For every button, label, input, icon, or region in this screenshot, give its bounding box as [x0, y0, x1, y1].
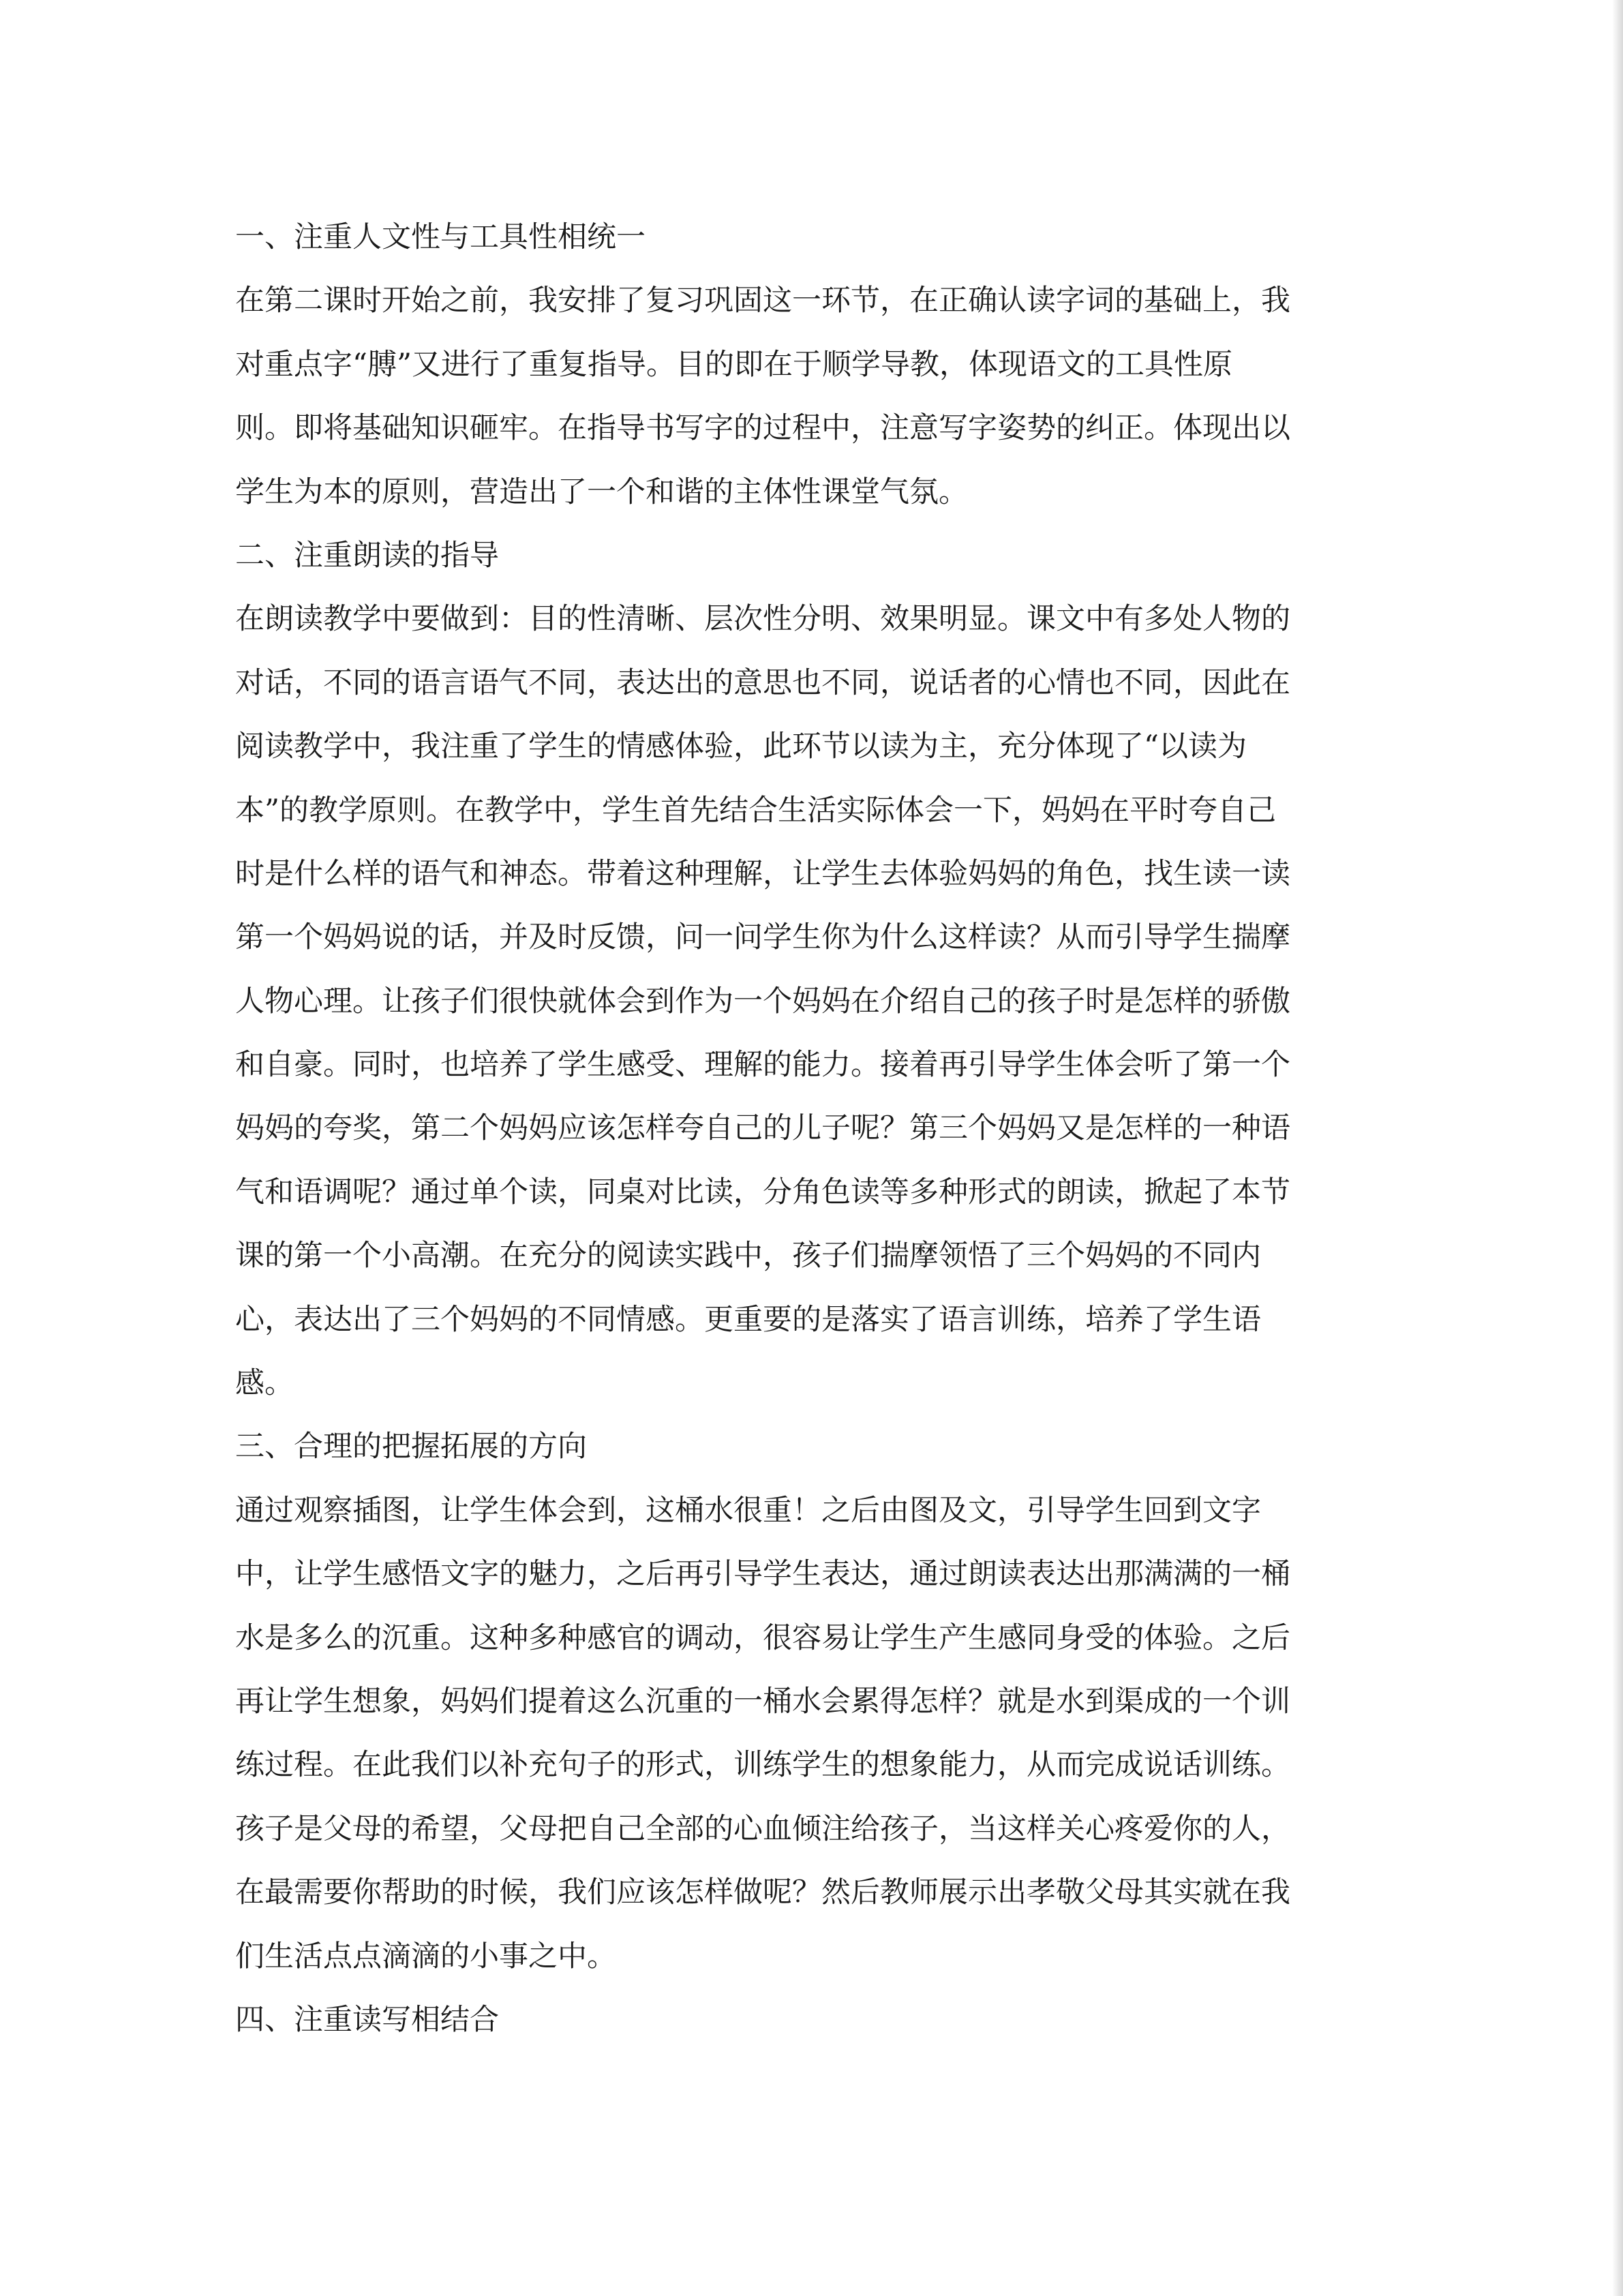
section-heading-1: 一、注重人文性与工具性相统一	[235, 220, 646, 254]
paragraph-line: 气和语调呢？通过单个读，同桌对比读，分角色读等多种形式的朗读，掀起了本节	[235, 1175, 1290, 1209]
paragraph-line: 对话，不同的语言语气不同，表达出的意思也不同，说话者的心情也不同，因此在	[235, 665, 1290, 700]
paragraph-line: 在最需要你帮助的时候，我们应该怎样做呢？然后教师展示出孝敬父母其实就在我	[235, 1875, 1290, 1910]
document-body	[235, 206, 1408, 2052]
paragraph-line: 通过观察插图，让学生体会到，这桶水很重！之后由图及文，引导学生回到文字	[235, 1493, 1261, 1528]
paragraph-line: 时是什么样的语气和神态。带着这种理解，让学生去体验妈妈的角色，找生读一读	[235, 856, 1290, 891]
paragraph-line: 课的第一个小高潮。在充分的阅读实践中，孩子们揣摩领悟了三个妈妈的不同内	[235, 1239, 1261, 1273]
paragraph-line: 再让学生想象，妈妈们提着这么沉重的一桶水会累得怎样？就是水到渠成的一个训	[235, 1684, 1290, 1719]
paragraph-line: 孩子是父母的希望，父母把自己全部的心血倾注给孩子，当这样关心疼爱你的人，	[235, 1811, 1290, 1846]
paragraph-line: 中，让学生感悟文字的魅力，之后再引导学生表达，通过朗读表达出那满满的一桶	[235, 1557, 1290, 1592]
paragraph-line: 练过程。在此我们以补充句子的形式，训练学生的想象能力，从而完成说话训练。	[235, 1748, 1290, 1783]
section-heading-4: 四、注重读写相结合	[235, 2002, 499, 2037]
section-heading-3: 三、合理的把握拓展的方向	[235, 1430, 587, 1464]
paragraph-line: 阅读教学中，我注重了学生的情感体验，此环节以读为主，充分体现了“以读为	[235, 729, 1247, 764]
paragraph-line: 水是多么的沉重。这种多种感官的调动，很容易让学生产生感同身受的体验。之后	[235, 1620, 1290, 1655]
page-edge-shadow	[1612, 0, 1623, 2296]
paragraph-line: 学生为本的原则，营造出了一个和谐的主体性课堂气氛。	[235, 474, 968, 509]
paragraph-line: 在朗读教学中要做到：目的性清晰、层次性分明、效果明显。课文中有多处人物的	[235, 602, 1290, 637]
paragraph-line: 心，表达出了三个妈妈的不同情感。更重要的是落实了语言训练，培养了学生语	[235, 1302, 1261, 1337]
paragraph-line: 则。即将基础知识砸牢。在指导书写字的过程中，注意写字姿势的纠正。体现出以	[235, 411, 1290, 446]
paragraph-line: 本”的教学原则。在教学中，学生首先结合生活实际体会一下，妈妈在平时夸自己	[235, 793, 1276, 828]
paragraph-line: 对重点字“膊”又进行了重复指导。目的即在于顺学导教，体现语文的工具性原	[235, 347, 1232, 382]
section-heading-2: 二、注重朗读的指导	[235, 538, 499, 573]
paragraph-line: 人物心理。让孩子们很快就体会到作为一个妈妈在介绍自己的孩子时是怎样的骄傲	[235, 984, 1290, 1018]
paragraph-line: 妈妈的夸奖，第二个妈妈应该怎样夸自己的儿子呢？第三个妈妈又是怎样的一种语	[235, 1111, 1290, 1146]
paragraph-line: 和自豪。同时，也培养了学生感受、理解的能力。接着再引导学生体会听了第一个	[235, 1048, 1290, 1083]
paragraph-line: 感。	[235, 1366, 294, 1401]
paragraph-line: 们生活点点滴滴的小事之中。	[235, 1939, 616, 1974]
paragraph-line: 第一个妈妈说的话，并及时反馈，问一问学生你为什么这样读？从而引导学生揣摩	[235, 920, 1290, 955]
paragraph-line: 在第二课时开始之前，我安排了复习巩固这一环节，在正确认读字词的基础上，我	[235, 284, 1290, 318]
